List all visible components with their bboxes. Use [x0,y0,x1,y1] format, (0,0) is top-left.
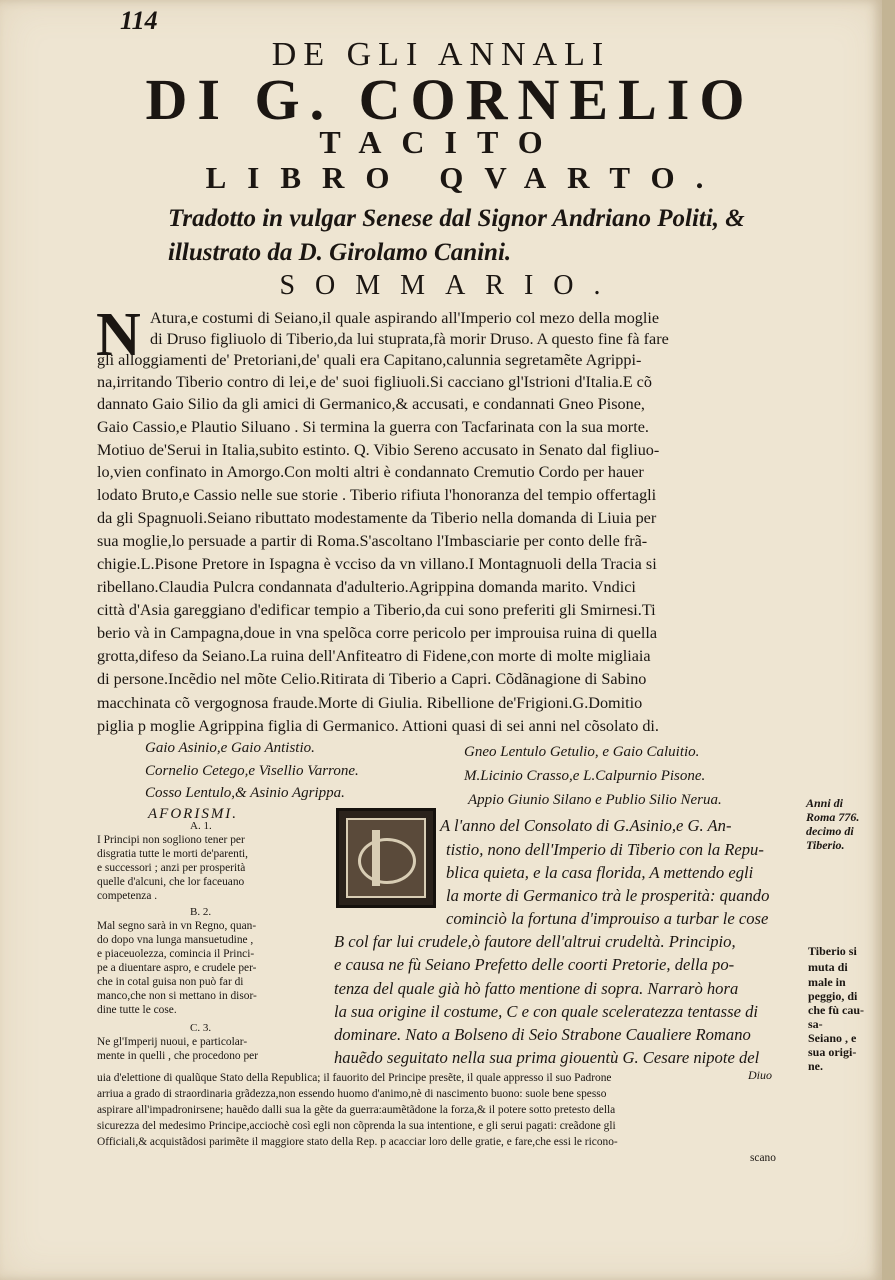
text-line: B col far lui crudele,ò fautore dell'altrui crudeltà. Principio, [334,932,736,951]
aforisma-line: Mal segno sarà in vn Regno, quan- [97,920,257,932]
aforisma-line: mente in quelli , che procedono per [97,1050,258,1062]
margin-note-line: decimo di [806,824,854,838]
footnote-line: aspirare all'impadronirsene; hauẽdo dalli sua la gẽte da guerra:aumẽtãdone la forza,& il potere sotto pretesto della [97,1104,616,1116]
sommario-heading: SOMMARIO. [279,270,621,301]
margin-note-line: muta di [808,960,848,974]
catchword-diuo: Diuo [748,1068,772,1082]
footnote-line: arriua a grado di straordinaria grãdezza,non essendo huomo d'animo,nè di nascimento buono: suole bene spesso [97,1088,607,1100]
sommario-line: città d'Asia gareggiano d'edificar tempio a Tiberio,da cui sono preferiti gli Smirnesi.Ti [97,601,656,619]
aforisma-line: dine tutte le cose. [97,1004,177,1016]
margin-note-line: sua origi- [808,1045,857,1059]
margin-note-line: ne. [808,1059,823,1073]
subtitle-line-2: illustrato da D. Girolamo Canini. [168,239,512,266]
margin-note-line: Tiberio si [808,944,857,958]
ornamental-initial-r [336,808,436,908]
consul-pair: Gaio Asinio,e Gaio Antistio. [145,740,315,756]
text-line: hauẽdo seguitato nella sua prima giouentù G. Cesare nipote del [334,1048,760,1067]
aforisma-line: Ne gl'Imperij nuoui, e particolar- [97,1036,248,1048]
sommario-line: macchinata cõ vergognosa fraude.Morte di Giulia. Ribellione de'Frigioni.G.Domitio [97,694,643,712]
title-line-2: DI G. CORNELIO [145,67,755,132]
margin-note-line: che fù cau- [808,1003,864,1017]
footnote-line: uia d'elettione di qualũque Stato della Republica; il fauorito del Principe presẽte, il quale appresso il suo Padrone [97,1072,612,1084]
title-line-1: DE GLI ANNALI [271,36,611,73]
margin-note-line: peggio, di [808,989,858,1003]
subtitle-line-1: Tradotto in vulgar Senese dal Signor Andriano Politi, & [168,205,745,232]
sommario-line: di persone.Incẽdio nel mõte Celio.Ritirata di Tiberio a Capri. Cõdãnagione di Sabino [97,670,647,688]
sommario-line: berio và in Campagna,doue in vna spelõca corre pericolo per improuisa ruina di quella [97,624,658,642]
text-line: cominciò la fortuna d'improuiso a turbar le cose [446,909,769,928]
aforisma-label: C. 3. [190,1022,212,1034]
sommario-line: na,irritando Tiberio contro di lei,e de' suoi figliuoli.Si cacciano gl'Istrioni d'Italia.E cõ [97,373,652,391]
sommario-line: da gli Spagnuoli.Seiano ributtato modestamente da Tiberio nella domanda di Liuia per [97,509,657,527]
text-line: e causa ne fù Seiano Prefetto delle coorti Pretorie, della po- [334,955,735,974]
text-line: dominare. Nato a Bolseno di Seio Strabone Caualiere Romano [334,1025,751,1044]
consul-pair: Cornelio Cetego,e Visellio Varrone. [145,763,359,779]
margin-note-line: Tiberio. [806,838,845,852]
aforisma-line: e piaceuolezza, comincia il Princi- [97,948,255,960]
sommario-line: di Druso figliuolo di Tiberio,da lui stuprata,fà morir Druso. A questo fine fà fare [150,330,669,348]
sommario-initial: N [96,301,141,369]
sommario-line: chigie.L.Pisone Pretore in Ispagna è vcciso da vn villano.I Montagnuoli della Tracia si [97,555,657,573]
margin-note-line: sa- [808,1017,823,1031]
sommario-line: grotta,difeso da Seiano.La ruina dell'Anfiteatro di Fidene,con morte di molte migliaia [97,647,651,665]
page-number: 114 [120,6,158,35]
aforisma-label: B. 2. [190,906,212,918]
title-line-3: TACITO [319,124,563,160]
page-edge [882,0,895,1280]
consul-pair: Appio Giunio Silano e Publio Silio Nerua. [468,792,722,808]
sommario-line: dannato Gaio Silio da gli amici di Germanico,& accusati, e condannati Gneo Pisone, [97,395,645,413]
text-line: la morte di Germanico trà le prosperità: quando [446,886,770,905]
catchword-scano: scano [750,1152,776,1164]
aforismi-heading: AFORISMI. [148,806,239,822]
sommario-line: ribellano.Claudia Pulcra condannata d'adulterio.Agrippina domanda marito. Vndici [97,578,636,596]
sommario-line: Gaio Cassio,e Plautio Siluano . Si termina la guerra con Tacfarinata con la sua morte. [97,418,649,436]
footnote-line: sicurezza del medesimo Principe,acciochè così egli non cõprenda la sua intentione, e gli serui pagati: creãdone gli [97,1120,616,1132]
aforisma-line: do dopo vna lunga mansuetudine , [97,934,254,946]
sommario-line: lo,vien confinato in Amorgo.Con molti altri è condannato Cremutio Cordo per hauer [97,463,644,481]
footnote-line: Officiali,& acquistãdosi parimẽte il maggiore stato della Rep. p acacciar loro delle gratie, e fare,che essi le ricono- [97,1136,618,1148]
sommario-line: piglia p moglie Agrippina figlia di Germanico. Attioni quasi di sei anni nel cõsolato di. [97,717,659,735]
aforisma-line: che in cotal guisa non può far di [97,976,244,988]
consul-pair: M.Licinio Crasso,e L.Calpurnio Pisone. [464,768,706,784]
sommario-line: gli alloggiamenti de' Pretoriani,de' quali era Capitano,calunnia segretamẽte Agrippi- [97,351,642,369]
sommario-line: Motiuo de'Serui in Italia,subito estinto. Q. Vibio Sereno accusato in Senato dal figliuo- [97,441,660,459]
consul-pair: Cosso Lentulo,& Asinio Agrippa. [145,785,345,801]
margin-note-line: Anni di [806,796,844,810]
initial-frame [346,818,426,898]
text-line: tistio, nono dell'Imperio di Tiberio con la Repu- [446,840,764,859]
sommario-line: lodato Bruto,e Cassio nelle sue storie . Tiberio rifiuta l'honoranza del tempio offertagli [97,486,657,504]
aforisma-line: pe a diuentare aspro, e crudele per- [97,962,257,974]
margin-note-line: Seiano , e [808,1031,857,1045]
text-line: A l'anno del Consolato di G.Asinio,e G. An- [440,816,732,835]
aforisma-line: quelle d'alcuni, che lor faceuano [97,876,245,888]
initial-flourish [358,838,416,884]
margin-note-line: male in [808,975,846,989]
margin-note-line: Roma 776. [806,810,860,824]
aforisma-line: disgratia tutte le morti de'parenti, [97,848,249,860]
aforisma-line: e successori ; anzi per prosperità [97,862,246,874]
text-line: blica quieta, e la casa florida, A mettendo egli [446,863,754,882]
consul-pair: Gneo Lentulo Getulio, e Gaio Caluitio. [464,744,700,760]
sommario-line: Atura,e costumi di Seiano,il quale aspirando all'Imperio col mezo della moglie [150,309,660,327]
aforisma-line: I Principi non sogliono tener per [97,834,245,846]
text-line: tenza del quale già hò fatto mentione di sopra. Narrarò hora [334,979,739,998]
title-line-4: LIBRO QVARTO. [205,160,725,195]
text-line: la sua origine il costume, C e con quale sceleratezza tentasse di [334,1002,758,1021]
aforisma-label: A. 1. [190,820,212,832]
sommario-line: sua moglie,lo persuade a partir di Roma.S'ascoltano l'Imbasciarie per conto delle frã- [97,532,648,550]
aforisma-line: manco,che non si mettano in disor- [97,990,257,1002]
aforisma-line: competenza . [97,890,158,902]
initial-stem [372,830,380,886]
